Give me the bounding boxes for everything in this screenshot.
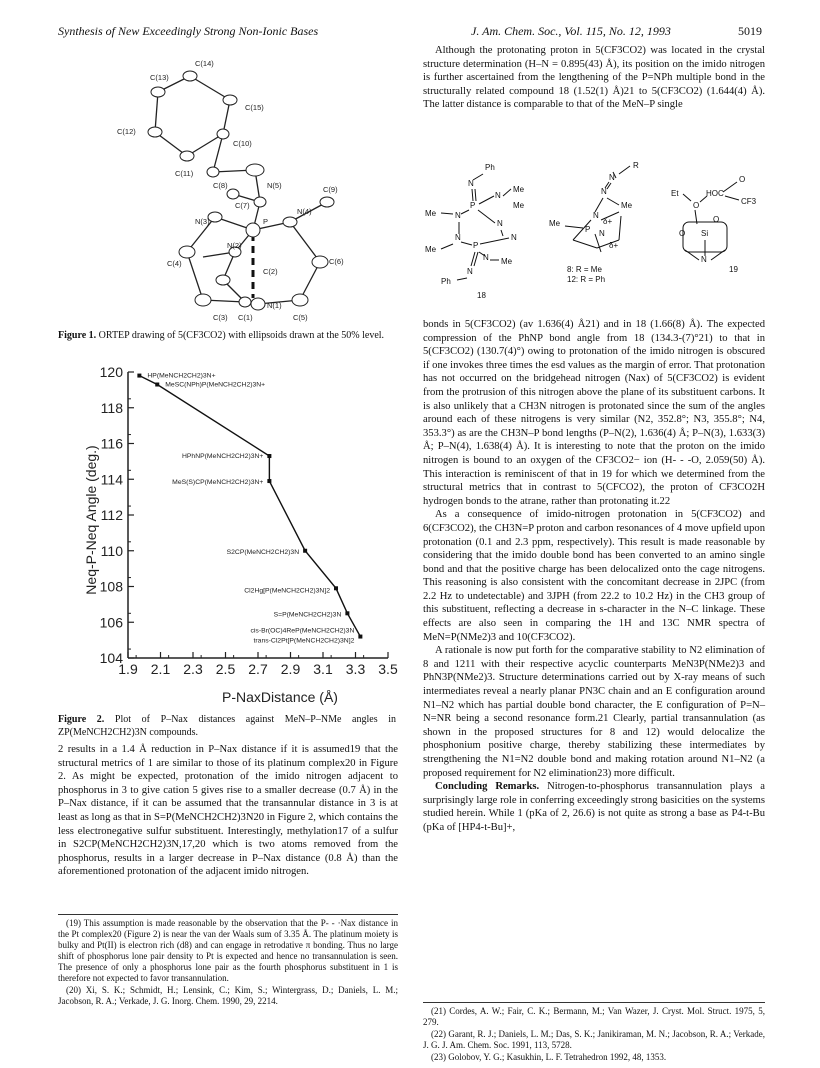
figure-1-caption <box>58 330 396 343</box>
atom-label: N(3) <box>195 217 210 226</box>
data-point <box>358 635 362 639</box>
y-tick-label: 120 <box>99 364 123 380</box>
point-label: S2CP(MeNCH2CH2)3N <box>226 548 300 556</box>
structure-atom: Si <box>701 229 709 238</box>
footnote-rule <box>423 1002 765 1003</box>
structure-atom: N <box>511 233 517 242</box>
figure-2-chart <box>58 360 408 710</box>
figure-2-caption-text: Plot of P–Nax distances against MeN–P–NMe angles in ZP(MeNCH2CH2)3N compounds. <box>58 714 396 738</box>
data-point <box>267 454 271 458</box>
structure-atom: Me <box>501 257 513 266</box>
data-point <box>303 549 307 553</box>
data-point <box>334 586 338 590</box>
x-tick-label: 2.3 <box>183 661 203 677</box>
page-number: 5019 <box>738 24 762 38</box>
atom-label: C(11) <box>175 169 194 178</box>
structure-atom: Me <box>513 185 525 194</box>
atom-label: C(10) <box>233 139 252 148</box>
structure-atom: R <box>633 161 639 170</box>
atom-label: C(1) <box>238 313 253 322</box>
concluding-remarks-heading: Concluding Remarks. <box>435 781 540 793</box>
right-column-top <box>423 44 765 112</box>
paragraph: bonds in 5(CF3CO2) (av 1.636(4) Å21) and in 18 (1.66(8) Å). The expected compression of the PhNP bond angle from 18 (134.3-(7)°21) to that in 5(CF3CO2) (130.7(4)°) owing to protonation of the imido nitrogen is obscured if one invokes three times the esd values as the margin of error. That protonation has not occurred on the bridgehead nitrogen (Nax) of 5(CF3CO2) is evident from the protrusion of this nitrogen above the plane of its substituent carbons. It is also unlikely that a CH3N nitrogen is protonated since the sum of the angles around each of these nitrogens is very similar (N2, 352.8°; N3, 355.8°; N4, 353.3°) as are the CH3N–P bond lengths (P–N(2), 1.636(4) Å; P–N(3), 1.633(3) Å; P–N(4), 1.638(4) Å). It is interesting to note that the proton on the imido nitrogen is bound to an oxygen of the CF3CO2− ion (H- - -O, 2.059(50) Å). This interaction is reminiscent of that in 19 for which we determined from the structural metrics that in contrast to 5(CFCO2), the proton of CF3CO2H hydrogen bonds to the atrane, rather than protonating it.22 <box>423 319 765 507</box>
atom-label: C(15) <box>245 103 264 112</box>
atom-label: N(2) <box>227 241 242 250</box>
footnote: (20) Xi, S. K.; Schmidt, H.; Lensink, C.; Kim, S.; Wintergrass, D.; Daniels, L. M.; Jacobson, R. A.; Verkade, J. G. Inorg. Chem. 1990, 29, 2214. <box>58 985 398 1006</box>
footnote: (19) This assumption is made reasonable by the observation that the P- - ·Nax distance in the Pt complex20 (Figure 2) is near the van der Waals sum of 3.35 Å. The platinum moiety is bulky and Pt(II) is electron rich (d8) and can engage in retrodative π bonding. Thus no large shift of phosphorus lone pair density to Pt is expected and hence no transannulation is seen. The presence of only a phosphorus lone pair as the fourth phosphorus substituent in 1 is therefore not expected to favor transannulation. <box>58 918 398 983</box>
y-tick-label: 118 <box>100 399 123 416</box>
atom-label: N(5) <box>267 181 282 190</box>
paragraph: Although the protonating proton in 5(CF3CO2) was located in the crystal structure determination (H–N = 0.895(43) Å), its position on the imido nitrogen is further ascertained from the lengthening of the P=NPh multiple bond in the structurally related compound 18 (1.52(1) Å)21 to 5(CF3CO2) (1.644(4) Å). The latter distance is comparable to that of the MeN–P single <box>423 45 765 111</box>
x-tick-label: 2.1 <box>150 661 171 677</box>
paragraph: 2 results in a 1.4 Å reduction in P–Nax distance if it is assumed19 that the structural metrics of 1 are similar to those of its platinum complex20 in Figure 2. As might be expected, protonation of the imido nitrogen adjacent to phosphorus in 3 to give cation 5 gives rise to a smaller decrease (0.7 Å) in the P–Nax distance, if it can be assumed that the transannular distance in 3 is at least as long as that in S=P(MeNCH2CH2)3N20 in Figure 2, which contains the less electronegative sulfur substituent. Interestingly, methylation17 of a sulfur in S2CP(MeNCH2CH2)3N,17,20 which is two atoms removed from the phosphorus, results in a larger decrease in P–Nax distance (0.8 Å) than the aforementioned protonation of the adjacent imido nitrogen. <box>58 744 398 878</box>
x-axis-label: P-NaxDistance (Å) <box>222 689 338 705</box>
atom-label: C(7) <box>235 201 250 210</box>
atom-label: C(3) <box>213 313 228 322</box>
structure-atom: O <box>713 215 720 224</box>
structure-atom: N <box>483 253 489 262</box>
structure-atom: N <box>599 229 605 238</box>
y-tick-label: 114 <box>100 471 123 488</box>
structure-atom: Et <box>671 189 679 198</box>
structure-atom: δ+ <box>609 241 619 250</box>
data-point <box>155 383 159 387</box>
structure-atom: N <box>609 173 615 182</box>
left-footnotes <box>58 918 398 1008</box>
x-tick-label: 3.3 <box>345 661 366 677</box>
figure-1-label: Figure 1. <box>58 330 97 341</box>
x-tick-label: 3.1 <box>313 661 333 677</box>
compound-label-8: 8: R = Me <box>567 265 602 274</box>
x-tick-label: 2.5 <box>215 661 236 677</box>
atom-label: C(2) <box>263 267 278 276</box>
x-tick-label: 2.7 <box>248 661 268 677</box>
structure-atom: N <box>467 267 473 276</box>
structure-atom: Ph <box>441 277 451 286</box>
y-tick-label: 110 <box>100 542 123 559</box>
point-label: MeSC(NPh)P(MeNCH2CH2)3N+ <box>165 381 266 389</box>
data-point <box>345 611 349 615</box>
data-point <box>137 374 141 378</box>
figure-1-ortep <box>95 52 385 328</box>
structure-atom: N <box>593 211 599 220</box>
left-column-body <box>58 743 398 879</box>
structure-atom: δ+ <box>603 217 613 226</box>
structure-atom: N <box>497 219 503 228</box>
structure-atom: HOC <box>706 189 724 198</box>
structure-atom: Ph <box>485 163 495 172</box>
data-point <box>267 479 271 483</box>
atom-label: N(1) <box>267 301 282 310</box>
compound-label-19: 19 <box>729 265 738 274</box>
y-tick-label: 104 <box>99 650 123 666</box>
structure-atom: N <box>455 233 461 242</box>
point-label: MeS(S)CP(MeNCH2CH2)3N+ <box>172 479 264 487</box>
concluding-remarks-text: Nitrogen-to-phosphorus transannulation plays a surprisingly large role in conferring exceedingly strong basicities on the systems studied herein. While 1 (pKa of 2, 26.6) is not quite as strong a base as P4-t-Bu (pKa of [HP4-t-Bu]+, <box>423 781 765 833</box>
compound-label-12: 12: R = Ph <box>567 275 606 284</box>
structure-atom: Me <box>425 245 437 254</box>
figure-1-caption-text: ORTEP drawing of 5(CF3CO2) with ellipsoids drawn at the 50% level. <box>96 330 385 341</box>
structure-atom: N <box>455 211 461 220</box>
y-axis-label: Neq-P-Neq Angle (deg.) <box>83 445 99 595</box>
structure-atom: O <box>739 175 746 184</box>
y-tick-label: 112 <box>100 507 123 523</box>
right-column-body <box>423 318 765 835</box>
footnote: (21) Cordes, A. W.; Fair, C. K.; Bermann, M.; Van Wazer, J. Cryst. Mol. Struct. 1975, 5, 279. <box>423 1006 765 1027</box>
y-tick-label: 106 <box>99 614 123 631</box>
right-footnotes <box>423 1006 765 1064</box>
atom-label: C(12) <box>117 127 136 136</box>
y-tick-label: 116 <box>100 435 123 452</box>
atom-label: C(14) <box>195 59 214 68</box>
structure-atom: N <box>495 191 501 200</box>
x-tick-label: 3.5 <box>378 661 398 677</box>
structure-atom: Me <box>621 201 633 210</box>
atom-label: C(9) <box>323 185 338 194</box>
point-label: HPhNP(MeNCH2CH2)3N+ <box>181 453 264 461</box>
figure-2-label: Figure 2. <box>58 714 105 725</box>
structure-atom: P <box>473 241 479 250</box>
chemical-structures <box>423 156 765 306</box>
structure-atom: O <box>679 229 686 238</box>
atom-label: C(5) <box>293 313 308 322</box>
point-label: Cl2Hg[P(MeNCH2CH2)3N]2 <box>244 587 330 595</box>
paragraph: As a consequence of imido-nitrogen protonation in 5(CF3CO2) and 6(CF3CO2), the CH3N=P proton and carbon resonances of 4 move upfield upon protonation (0.1 and 2.3 ppm, respectively). This result is made reasonable by considering that the imido double bond has been converted to an amino single bond and that the positive charge has been delocalized onto the cage nitrogens. This reasoning is also consistent with the concomitant decrease in 2JPC (from 2.2 Hz to undetectable) and 3JPH (from 22.2 to 10.2 Hz) in the CH3 group of this substituent, reflecting a decrease in s-character in the N–C linkage. These effects are also seen in comparing the 1H and 13C NMR spectra of MeN=P(NMe2)3 and 10(CF3CO2). <box>423 509 765 643</box>
running-header-journal: J. Am. Chem. Soc., Vol. 115, No. 12, 1993 <box>471 24 671 38</box>
point-label: cis-Br(OC)4ReP(MeNCH2CH2)3N <box>250 627 355 635</box>
structure-atom: Me <box>513 201 525 210</box>
footnote-rule <box>58 914 398 915</box>
atom-label: C(8) <box>213 181 228 190</box>
atom-label: C(6) <box>329 257 344 266</box>
point-label: trans-Cl2Pt[P(MeNCH2CH2)3N]2 <box>253 637 355 645</box>
point-label: S=P(MeNCH2CH2)3N <box>273 611 342 619</box>
atom-label: P <box>263 217 269 226</box>
atom-label: N(4) <box>297 207 312 216</box>
atom-label: C(4) <box>167 259 182 268</box>
footnote: (23) Golobov, Y. G.; Kasukhin, L. F. Tetrahedron 1992, 48, 1353. <box>431 1052 667 1062</box>
series-line <box>139 376 360 637</box>
point-label: HP(MeNCH2CH2)3N+ <box>147 372 216 380</box>
y-tick-label: 108 <box>99 578 123 595</box>
structure-atom: O <box>693 201 700 210</box>
paragraph: A rationale is now put forth for the comparative stability to N2 elimination of 8 and 1211 with their respective acyclic counterparts MeN3P(NMe2)3 and PhN3P(NMe2)3. Structure determinations carried out by X-ray means of such intermediates reveal a nearly planar PN3C chain and an E configuration around N1–N2 which has partial double bond character, the E configuration of P=N–N=NR being a second resonance form.21 Clearly, partial transannulation (as shown in the proposed structures for 8 and 12) would delocalize the phosphonium positive charge, thereby stabilizing these intermediates by strengthening the N1=N2 double bond and making rotation around N1–N2 (a proposed requirement for N2 elimination23) more difficult. <box>423 645 765 779</box>
compound-label-18: 18 <box>477 291 486 300</box>
x-tick-label: 1.9 <box>118 661 138 677</box>
structure-atom: P <box>470 201 476 210</box>
structure-atom: Me <box>425 209 437 218</box>
structure-atom: N <box>468 179 474 188</box>
structure-atom: CF3 <box>741 197 757 206</box>
running-header-title: Synthesis of New Exceedingly Strong Non-Ionic Bases <box>58 24 319 38</box>
x-tick-label: 2.9 <box>280 661 301 677</box>
figure-2-caption <box>58 714 396 739</box>
structure-atom: N <box>701 255 707 264</box>
footnote: (22) Garant, R. J.; Daniels, L. M.; Das, S. K.; Janikiraman, M. N.; Jacobson, R. A.; Verkade, J. G. J. Am. Chem. Soc. 1991, 113, 5728. <box>423 1029 765 1050</box>
structure-atom: Me <box>549 219 561 228</box>
structure-atom: P <box>585 225 591 234</box>
structure-atom: N <box>601 187 607 196</box>
atom-label: C(13) <box>150 73 169 82</box>
